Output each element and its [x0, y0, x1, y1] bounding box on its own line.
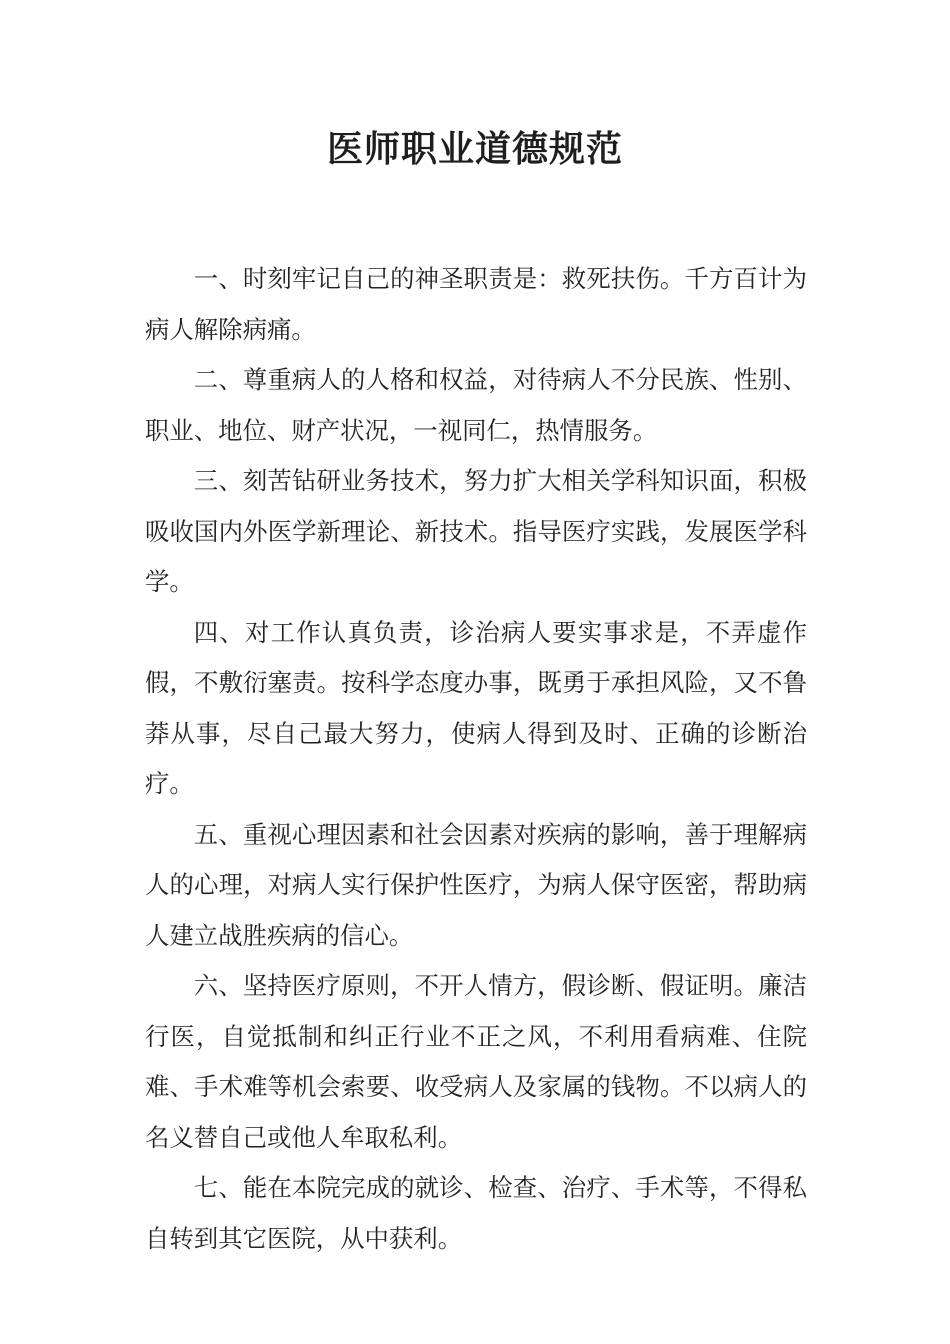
paragraph-7: 七、能在本院完成的就诊、检查、治疗、手术等，不得私自转到其它医院，从中获利。 [145, 1173, 807, 1253]
paragraph-1: 一、时刻牢记自己的神圣职责是：救死扶伤。千方百计为病人解除病痛。 [145, 264, 807, 344]
page-title: 医师职业道德规范 [326, 129, 623, 170]
paragraph-2: 二、尊重病人的人格和权益，对待病人不分民族、性别、职业、地位、财产状况，一视同仁，热情服务。 [145, 365, 807, 445]
paragraph-3: 三、刻苦钻研业务技术，努力扩大相关学科知识面，积极吸收国内外医学新理论、新技术。指导医疗实践，发展医学科学。 [145, 466, 807, 596]
paragraph-4: 四、对工作认真负责，诊治病人要实事求是，不弄虚作假，不敷衍塞责。按科学态度办事，既勇于承担风险，又不鲁莽从事，尽自己最大努力，使病人得到及时、正确的诊断治疗。 [145, 617, 807, 798]
paragraph-5: 五、重视心理因素和社会因素对疾病的影响，善于理解病人的心理，对病人实行保护性医疗，为病人保守医密，帮助病人建立战胜疾病的信心。 [145, 819, 807, 950]
document-body [145, 254, 807, 1264]
paragraph-6: 六、坚持医疗原则，不开人情方，假诊断、假证明。廉洁行医，自觉抵制和纠正行业不正之风，不利用看病难、住院难、手术难等机会索要、收受病人及家属的钱物。不以病人的名义替自己或他人牟取私利。 [145, 971, 807, 1152]
